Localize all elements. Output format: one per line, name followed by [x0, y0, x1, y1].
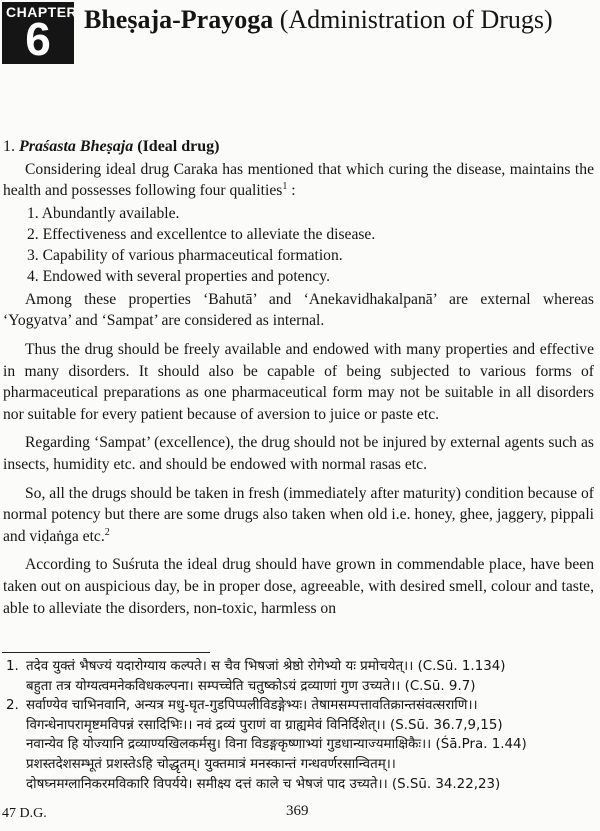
footnote-line: सर्वाण्येव चाभिनवानि, अन्यत्र मधु-घृत-गुडपिप्पलीविडङ्गेभ्यः। तेषामसम्पत्तावतिक्रान्तसंवत्सराणि।।	[26, 698, 478, 714]
section-title-bold: (Ideal drug)	[137, 138, 220, 155]
chapter-title-main: Bheṣaja-Prayoga	[84, 5, 274, 34]
footnote-line: तदेव युक्तं भैषज्यं यदारोग्याय कल्पते। स चैव भिषजां श्रेष्ठो रोगेभ्यो यः प्रमोचयेत्।। (C.Sū. 1.134)	[26, 659, 506, 674]
body-text	[3, 136, 594, 619]
section-title-italic: Praśasta Bheṣaja	[19, 138, 134, 155]
footnote-ref-1: 1	[282, 181, 288, 192]
list-item: 3. Capability of various pharmaceutical formation.	[27, 246, 343, 264]
list-item: 4. Endowed with several properties and potency.	[27, 267, 330, 285]
paragraph-1-text: Considering ideal drug Caraka has mentioned that which curing the disease, maintains the health and possesses following four qualities	[3, 160, 594, 200]
footnote-line: बहुता तत्र योग्यत्वमनेकविधकल्पना। सम्पच्चेति चतुष्कोऽयं द्रव्याणां गुण उच्यते।। (C.Sū. 9.7)	[26, 678, 476, 694]
qualities-list	[3, 203, 594, 287]
paragraph-1	[3, 159, 594, 202]
footnote-marker: 1.	[6, 659, 19, 674]
section-heading	[3, 136, 594, 158]
chapter-badge	[2, 2, 78, 65]
list-item: 1. Abundantly available.	[27, 204, 180, 222]
chapter-title	[84, 4, 584, 36]
footnote-divider	[2, 652, 210, 653]
footnote-marker: 2.	[6, 698, 19, 714]
page-number: 369	[286, 803, 309, 819]
footnote-line: प्रशस्तदेशसम्भूतं प्रशस्तेऽहि चोद्धृतम्। युक्तमात्रं मनस्कान्तं गन्धवर्णरसान्वितम्।।	[26, 756, 396, 772]
paragraph-3: Thus the drug should be freely available and endowed with many properties and effective in many disorders. It should also be capable of being subjected to various forms of pharmaceutical preparations as one pharmaceutical form may not be suitable in all disorders nor suitable for every patient because of aversion to juice or paste etc.	[3, 340, 594, 423]
paragraph-4: Regarding ‘Sampat’ (excellence), the drug should not be injured by external agents such as insects, humidity etc. and should be endowed with normal rasas etc.	[3, 434, 594, 473]
footnotes	[6, 657, 596, 794]
chapter-word: CHAPTER	[6, 4, 78, 20]
paragraph-6: According to Suśruta the ideal drug should have grown in commendable place, have been taken out on auspicious day, be in proper dose, agreeable, with desired smell, colour and taste, able to alleviate the disorders, non-toxic, harmless on	[3, 556, 594, 617]
footnote-ref-2: 2	[104, 526, 110, 538]
chapter-title-paren: (Administration of Drugs)	[279, 5, 553, 34]
paragraph-5	[3, 483, 594, 548]
footnote-line: नवान्येव हि योज्यानि द्रव्याण्यखिलकर्मसु। विना विडङ्गकृष्णाभ्यां गुडधान्याज्यमाक्षिकैः।। (Śā.Pra. 1.44)	[26, 737, 527, 753]
paragraph-2: Among these properties ‘Bahutā’ and ‘Anekavidhakalpanā’ are external whereas ‘Yogyatva’ and ‘Sampat’ are considered as internal.	[3, 290, 594, 330]
book-code: 47 D.G.	[2, 806, 47, 821]
paragraph-1-end: :	[287, 182, 296, 200]
footnote-1	[6, 657, 596, 696]
chapter-number: 6	[25, 13, 51, 65]
section-number: 1.	[3, 138, 15, 155]
list-item: 2. Effectiveness and excellentce to alleviate the disease.	[27, 225, 376, 243]
paragraph-5-text: So, all the drugs should be taken in fresh (immediately after maturity) condition because of normal potency but there are some drugs also taken when old i.e. honey, ghee, jaggery, pippali and viḍaṅga etc.	[3, 484, 594, 545]
footnote-2	[6, 696, 596, 794]
footnote-line: दोषघ्नमग्लानिकरमविकारि विपर्यये। समीक्ष्य दत्तं काले च भेषजं पाद उच्यते।। (S.Sū. 34.22,23)	[26, 776, 501, 792]
footnote-line: विगन्धेनापरामृष्टमविपन्नं रसादिभिः।। नवं द्रव्यं पुराणं वा ग्राह्यमेवं विनिर्दिशेत्।। (S.Sū. 36.7,9,15)	[26, 717, 503, 733]
